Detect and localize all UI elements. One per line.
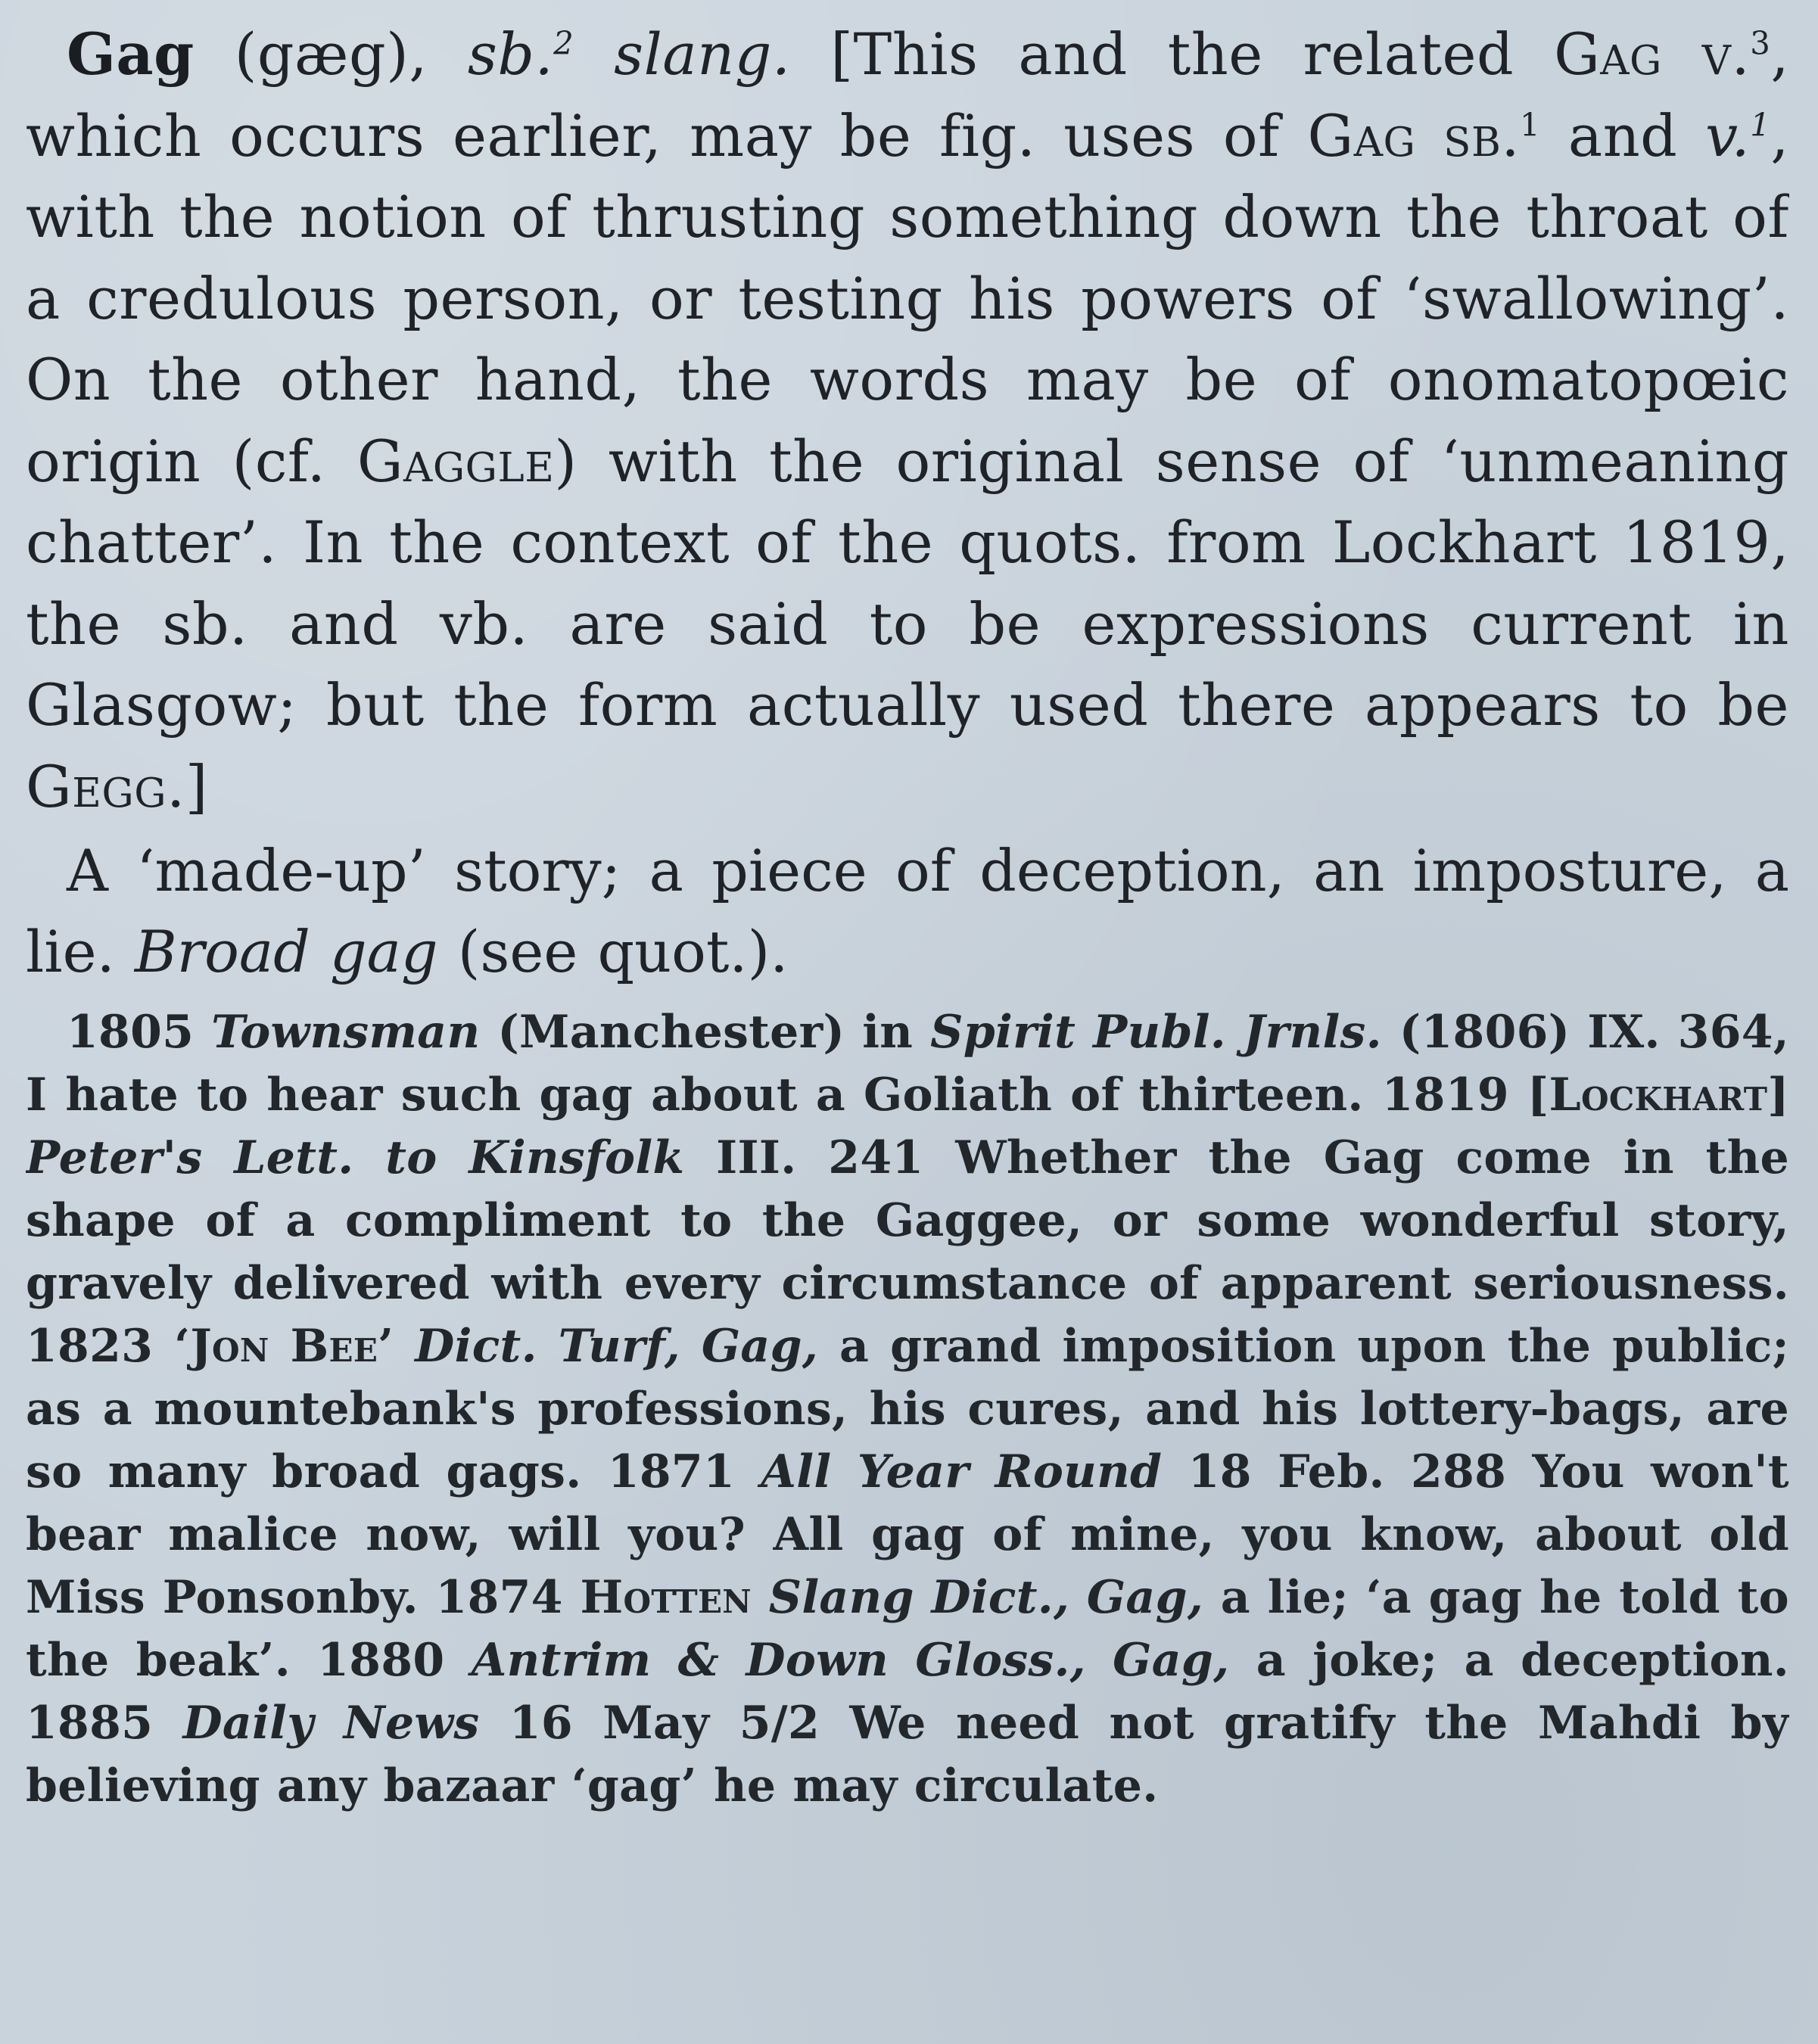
quotation-1885: 1885 Daily News 16 May 5/2 We need not gratify the Mahdi by believing any bazaar ‘gag’ he may circulate. (26, 1697, 1789, 1812)
quotation-1823: 1823 ‘Jon Bee’ Dict. Turf, Gag, a grand imposition upon the public; as a mountebank's professions, his cures, and his lottery-bags, are so many broad gags. (26, 1320, 1789, 1498)
phrase: Broad gag (134, 918, 438, 985)
etymology-text: and (1567, 101, 1678, 170)
cross-reference: v.$^1$ (1705, 101, 1771, 170)
etymology-text: ) with the original sense of ‘unmeaning chatter’. In the context of the quots. from Lockhart 1819, the sb. and vb. are said to be expressions current in Glasgow; but the form actually used there appears to be (26, 427, 1789, 739)
quotation-1874: 1874 Hotten Slang Dict., Gag, a lie; ‘a gag he told to the beak’. (26, 1571, 1789, 1687)
etymology-text: , which occurs earlier, may be fig. uses of (26, 20, 1789, 170)
etymology-text: .] (167, 752, 208, 820)
cross-reference: Gag sb.$^1$ (1307, 101, 1541, 170)
entry-definition (26, 830, 1789, 992)
etymology-lead: [This and the related (830, 20, 1514, 88)
dictionary-page (26, 0, 1789, 2044)
cross-reference: Gegg (26, 752, 167, 820)
usage-label: slang. (614, 20, 791, 88)
quotation-1871: 1871 All Year Round 18 Feb. 288 You won't bear malice now, will you? All gag of mine, you know, about old Miss Ponsonby. (26, 1445, 1789, 1624)
quotation-1805: 1805 Townsman (Manchester) in Spirit Publ. Jrnls. (1806) IX. 364, I hate to hear such gag about a Goliath of thirteen. (26, 1006, 1789, 1122)
quotation-1880: 1880 Antrim & Down Gloss., Gag, a joke; a deception. (317, 1634, 1789, 1687)
etymology-text: , with the notion of thrusting something down the throat of a credulous person, or testing his powers of ‘swallowing’. On the other hand, the words may be of onomatopœic origin (cf. (26, 101, 1789, 495)
cross-reference: Gag v.$^3$ (1554, 20, 1771, 88)
cross-reference: Gaggle (356, 427, 555, 495)
definition-text: A ‘made-up’ story; a piece of deception, an imposture, a lie. (26, 837, 1789, 985)
pronunciation: (gæg), (234, 20, 428, 88)
entry-etymology (26, 14, 1789, 827)
part-of-speech: sb.$^2$ (467, 20, 574, 88)
quotation-1819: 1819 [Lockhart] Peter's Lett. to Kinsfolk III. 241 Whether the Gag come in the shape of a compliment to the Gaggee, or some wonderful story, gravely delivered with every circumstance of apparent seriousness. (26, 1069, 1789, 1310)
headword: Gag (67, 20, 195, 88)
definition-note: (see quot.). (457, 918, 789, 985)
quotations (26, 1001, 1789, 1818)
